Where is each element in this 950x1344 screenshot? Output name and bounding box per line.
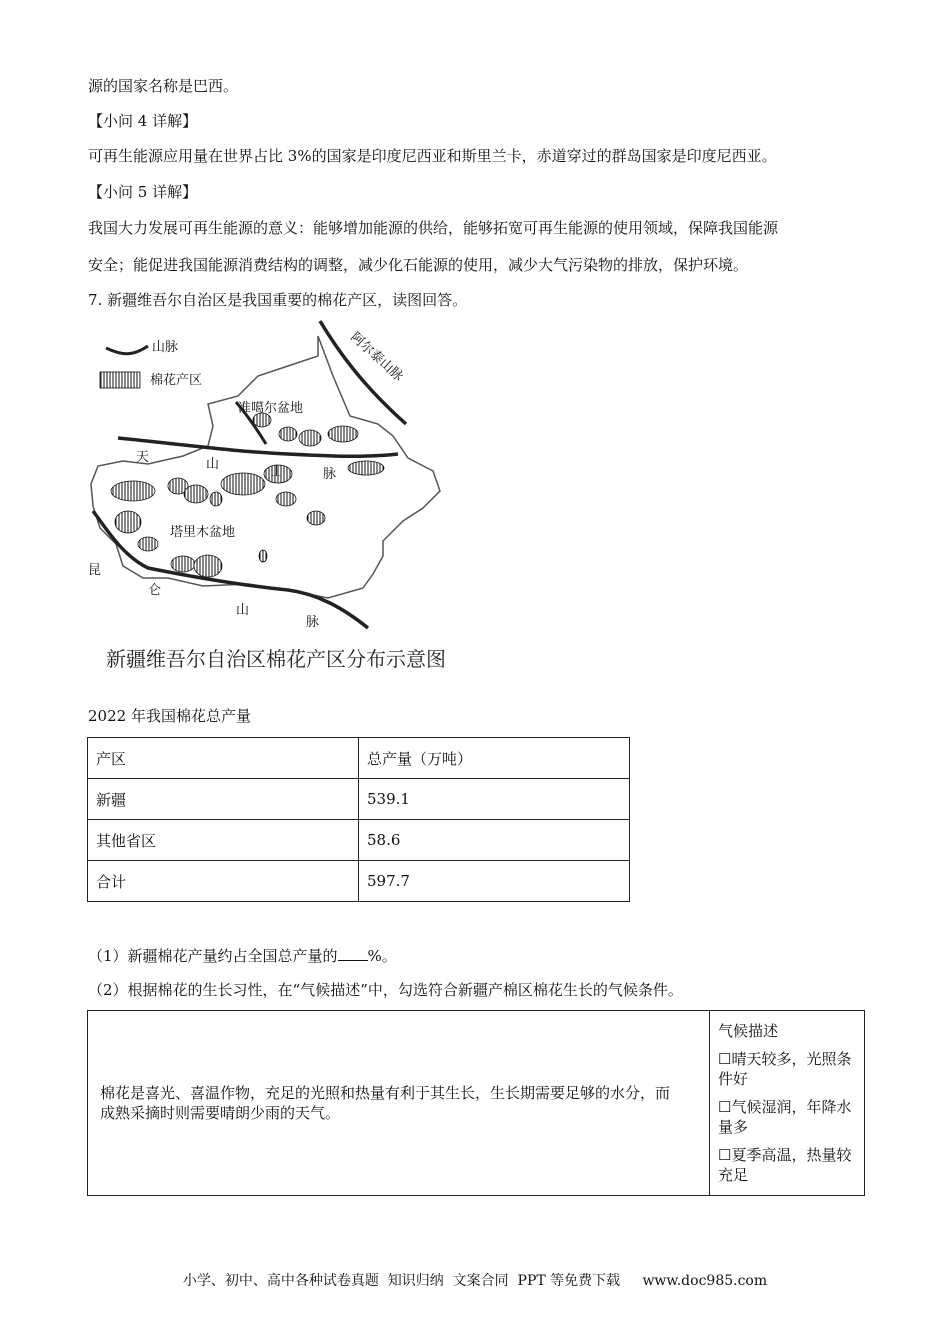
cotton-patch bbox=[307, 511, 325, 525]
tarim-label: 塔里木盆地 bbox=[170, 525, 236, 540]
kunlun-char: 山 bbox=[236, 603, 250, 618]
climate-options bbox=[710, 1011, 865, 1196]
cotton-patch bbox=[111, 481, 155, 501]
option-label: 夏季高温，热量较充足 bbox=[718, 1146, 852, 1184]
cotton-patch bbox=[194, 555, 222, 577]
table-cell: 539.1 bbox=[359, 779, 630, 820]
question-1-text: （1）新疆棉花产量约占全国总产量的 bbox=[88, 947, 338, 965]
tianshan-char: 天 bbox=[136, 450, 150, 465]
table-header-row bbox=[88, 738, 630, 779]
table-row bbox=[88, 861, 630, 902]
cotton-patch bbox=[259, 550, 267, 562]
cotton-patch bbox=[210, 492, 222, 506]
cotton-patch bbox=[171, 556, 195, 572]
cotton-patch bbox=[184, 485, 208, 503]
checkbox-icon[interactable]: ☐ bbox=[718, 1050, 732, 1068]
options-title: 气候描述 bbox=[718, 1022, 779, 1040]
section-heading: 【小问 5 详解】 bbox=[88, 183, 198, 201]
question-1-unit: %。 bbox=[367, 947, 397, 965]
answer-blank[interactable] bbox=[338, 946, 368, 961]
table-cell: 合计 bbox=[88, 861, 359, 902]
table-cell: 其他省区 bbox=[88, 820, 359, 861]
cotton-patch bbox=[138, 537, 158, 551]
intro-line: 安全；能促进我国能源消费结构的调整，减少化石能源的使用，减少大气污染物的排放，保护环境。 bbox=[88, 256, 749, 274]
map-caption: 新疆维吾尔自治区棉花产区分布示意图 bbox=[106, 647, 446, 671]
climate-box bbox=[87, 1010, 865, 1196]
cotton-patch bbox=[299, 430, 321, 446]
cotton-patch bbox=[348, 461, 384, 475]
table-title: 2022 年我国棉花总产量 bbox=[88, 707, 251, 725]
option-label: 气候湿润，年降水量多 bbox=[718, 1098, 852, 1136]
cotton-patch bbox=[279, 427, 297, 441]
checkbox-icon[interactable]: ☐ bbox=[718, 1146, 732, 1164]
table-row bbox=[88, 820, 630, 861]
section-heading: 【小问 4 详解】 bbox=[88, 112, 198, 130]
tianshan-char: 山 bbox=[206, 457, 220, 472]
cotton-patch bbox=[115, 511, 141, 533]
cotton-patch bbox=[276, 492, 296, 506]
question-1 bbox=[88, 945, 397, 966]
cotton-patch bbox=[328, 426, 358, 442]
checkbox-icon[interactable]: ☐ bbox=[718, 1098, 732, 1116]
legend-cotton-label: 棉花产区 bbox=[150, 373, 203, 388]
option-item[interactable] bbox=[718, 1097, 856, 1137]
kunlun-char: 仑 bbox=[148, 583, 162, 598]
tianshan-mountain-line bbox=[118, 438, 398, 456]
intro-line: 源的国家名称是巴西。 bbox=[88, 77, 239, 95]
intro-line: 我国大力发展可再生能源的意义：能够增加能源的供给，能够拓宽可再生能源的使用领域，保障我国能源 bbox=[88, 219, 779, 237]
table-cell: 新疆 bbox=[88, 779, 359, 820]
tianshan-char: 山 bbox=[270, 465, 284, 480]
legend-mountain-symbol bbox=[106, 346, 148, 354]
tianshan-char: 脉 bbox=[323, 467, 337, 482]
option-label: 晴天较多，光照条件好 bbox=[718, 1050, 852, 1088]
question-stem: 7. 新疆维吾尔自治区是我国重要的棉花产区，读图回答。 bbox=[88, 291, 468, 309]
cotton-description: 棉花是喜光、喜温作物，充足的光照和热量有利于其生长，生长期需要足够的水分，而成熟采摘时则需要晴朗少雨的天气。 bbox=[88, 1011, 710, 1196]
cotton-patch bbox=[221, 473, 265, 495]
cotton-map bbox=[88, 316, 468, 656]
header-cell: 产区 bbox=[88, 738, 359, 779]
question-2: （2）根据棉花的生长习性，在“气候描述”中，勾选符合新疆产棉区棉花生长的气候条件。 bbox=[88, 981, 683, 999]
intro-line: 可再生能源应用量在世界占比 3%的国家是印度尼西亚和斯里兰卡，赤道穿过的群岛国家是印度尼西亚。 bbox=[88, 147, 777, 165]
legend-mountain-label: 山脉 bbox=[152, 340, 179, 355]
altai-label: 阿尔泰山脉 bbox=[347, 329, 406, 385]
kunlun-char: 昆 bbox=[88, 563, 102, 578]
kunlun-char: 脉 bbox=[306, 615, 320, 630]
table-row bbox=[88, 779, 630, 820]
legend-cotton-symbol bbox=[100, 372, 140, 388]
page-footer: 小学、初中、高中各种试卷真题 知识归纳 文案合同 PPT 等免费下载 www.doc985.com bbox=[182, 1273, 768, 1289]
table-cell: 597.7 bbox=[359, 861, 630, 902]
junggar-label: 准噶尔盆地 bbox=[238, 401, 304, 416]
production-table bbox=[87, 737, 630, 902]
table-cell: 58.6 bbox=[359, 820, 630, 861]
option-item[interactable] bbox=[718, 1145, 856, 1185]
header-cell: 总产量（万吨） bbox=[359, 738, 630, 779]
option-item[interactable] bbox=[718, 1049, 856, 1089]
